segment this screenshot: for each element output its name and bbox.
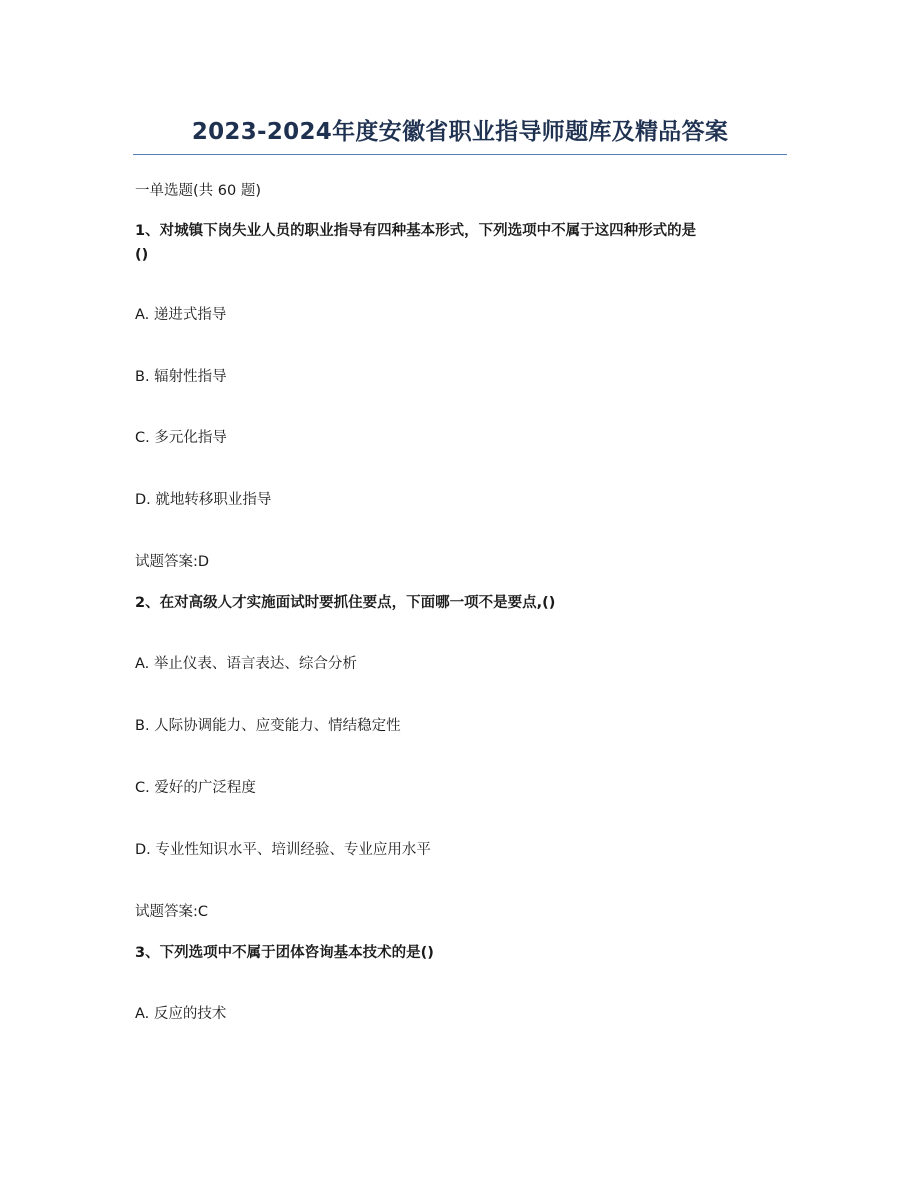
question-1-option-d: D. 就地转移职业指导 [135,492,272,508]
question-2-answer: 试题答案:C [135,904,209,920]
question-1-option-b: B. 辐射性指导 [135,369,227,385]
question-2-option-a: A. 举止仪表、语言表达、综合分析 [135,656,357,672]
question-2-option-c: C. 爱好的广泛程度 [135,780,256,796]
document-title: 2023-2024年度安徽省职业指导师题库及精品答案 [191,119,729,145]
section-heading: 一单选题(共 60 题) [135,183,261,199]
question-2-option-b: B. 人际协调能力、应变能力、情结稳定性 [135,718,401,734]
title-underline [133,154,787,155]
question-2-stem: 2、在对高级人才实施面试时要抓住要点，下面哪一项不是要点,() [135,595,556,611]
question-1-stem-cont: () [135,247,149,263]
question-1-answer: 试题答案:D [135,554,210,570]
question-3-option-a: A. 反应的技术 [135,1006,227,1022]
question-2-option-d: D. 专业性知识水平、培训经验、专业应用水平 [135,842,431,858]
question-1-option-a: A. 递进式指导 [135,307,227,323]
question-1-stem: 1、对城镇下岗失业人员的职业指导有四种基本形式，下列选项中不属于这四种形式的是 [135,223,697,239]
question-1-option-c: C. 多元化指导 [135,430,227,446]
question-3-stem: 3、下列选项中不属于团体咨询基本技术的是() [135,945,434,961]
